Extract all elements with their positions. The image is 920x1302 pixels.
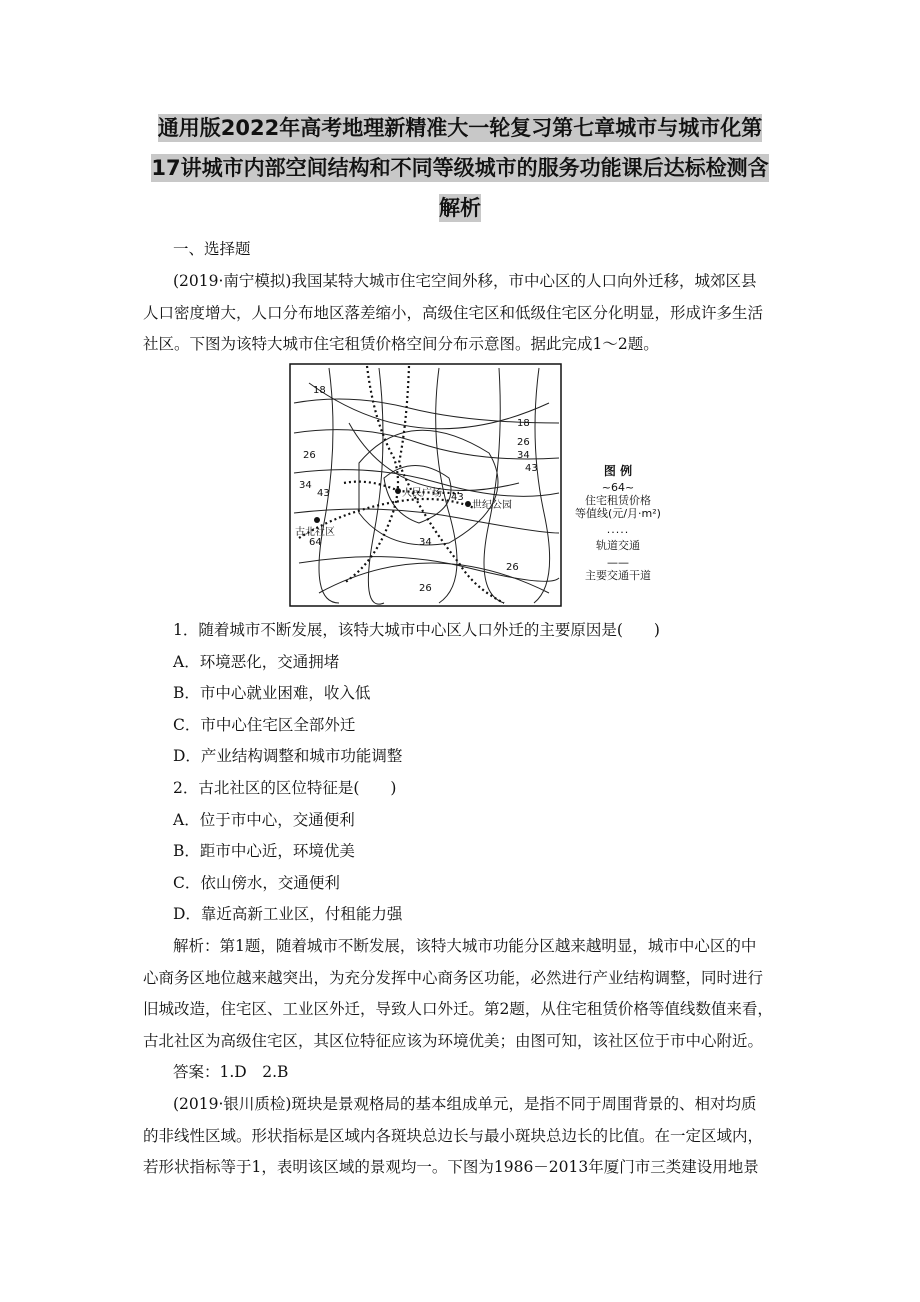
intro-paragraph-2 (143, 1089, 783, 1184)
q2-stem: 2．古北社区的区位特征是( ) (173, 779, 397, 797)
intro-paragraph-1 (143, 266, 783, 361)
q1-option-a: A．环境恶化，交通拥堵 (173, 652, 340, 671)
century-park-label: 世纪公园 (472, 500, 512, 511)
question-1 (173, 615, 660, 773)
map-frame (290, 364, 561, 606)
intro2-line-1: (2019·银川质检)斑块是景观格局的基本组成单元，是指不同于周围背景的、相对均质 (173, 1095, 757, 1113)
rental-price-map (289, 363, 564, 612)
contour-label: 43 (525, 463, 538, 474)
q2-option-d: D．靠近高新工业区，付租能力强 (173, 905, 403, 923)
analysis-line-4: 古北社区为高级住宅区，其区位特征应该为环境优美；由图可知，该社区位于市中心附近。 (143, 1031, 764, 1050)
legend-road-symbol: —— (607, 556, 629, 569)
q2-option-c: C．依山傍水，交通便利 (173, 873, 340, 892)
intro1-line-2: 人口密度增大，人口分布地区落差缩小，高级住宅区和低级住宅区分化明显，形成许多生活 (143, 303, 764, 322)
renmin-square-dot (395, 488, 401, 494)
renmin-square-label: 人民广场 (402, 488, 442, 499)
contour-label: 34 (299, 480, 312, 491)
contour-label: 26 (517, 437, 530, 448)
contour-label: 26 (303, 450, 316, 461)
contour-label: 26 (506, 562, 519, 573)
map-legend (575, 465, 661, 582)
legend-road-label: 主要交通干道 (585, 569, 651, 582)
contour-label: 34 (517, 450, 530, 461)
section-heading: 一、选择题 (173, 240, 251, 258)
analysis-line-2: 心商务区地位越来越突出，为充分发挥中心商务区功能，必然进行产业结构调整，同时进行 (143, 968, 764, 987)
intro2-line-3: 若形状指标等于1，表明该区域的景观均一。下图为1986－2013年厦门市三类建设用地景 (143, 1158, 759, 1176)
legend-contour-value: 64 (611, 481, 625, 494)
q1-option-c: C．市中心住宅区全部外迁 (173, 715, 356, 734)
title-line-3: 解析 (439, 196, 481, 220)
intro1-line-3: 社区。下图为该特大城市住宅租赁价格空间分布示意图。据此完成1～2题。 (143, 335, 659, 353)
contour-label: 18 (313, 385, 326, 396)
analysis-paragraph (143, 931, 783, 1057)
q2-option-a: A．位于市中心，交通便利 (173, 810, 355, 829)
intro2-line-2: 的非线性区域。形状指标是区域内各斑块总边长与最小斑块总边长的比值。在一定区域内， (143, 1126, 764, 1145)
contour-label: 26 (419, 583, 432, 594)
q1-stem: 1．随着城市不断发展，该特大城市中心区人口外迁的主要原因是( ) (173, 621, 660, 639)
gubei-community-label: 古北社区 (295, 527, 335, 538)
contour-label: 43 (451, 492, 464, 503)
map-svg (289, 363, 564, 608)
document-title (110, 108, 810, 228)
legend-rail-label: 轨道交通 (596, 539, 640, 552)
q1-option-d: D．产业结构调整和城市功能调整 (173, 747, 403, 765)
title-line-2: 17讲城市内部空间结构和不同等级城市的服务功能课后达标检测含 (151, 156, 769, 180)
intro1-line-1: (2019·南宁模拟)我国某特大城市住宅空间外移，市中心区的人口向外迁移，城郊区县 (173, 272, 757, 290)
contour-label: 64 (309, 537, 322, 548)
legend-contour-sample: ~64~ (601, 481, 635, 494)
legend-contour-line1: 住宅租赁价格 (585, 494, 651, 507)
legend-rail-symbol: ····· (606, 526, 630, 539)
q2-option-b: B．距市中心近，环境优美 (173, 842, 355, 860)
analysis-line-3: 旧城改造，住宅区、工业区外迁，导致人口外迁。第2题，从住宅租赁价格等值线数值来看， (143, 1000, 773, 1018)
contour-label: 18 (517, 418, 530, 429)
answer-line: 答案：1.D 2.B (173, 1063, 289, 1081)
gubei-community-dot (314, 517, 320, 523)
contour-label: 34 (419, 537, 432, 548)
contour-label: 43 (317, 488, 330, 499)
analysis-line-1: 解析：第1题，随着城市不断发展，该特大城市功能分区越来越明显，城市中心区的中 (173, 937, 757, 955)
q1-option-b: B．市中心就业困难，收入低 (173, 684, 371, 702)
century-park-dot (465, 501, 471, 507)
legend-contour-line2: 等值线(元/月·m²) (575, 507, 661, 520)
title-line-1: 通用版2022年高考地理新精准大一轮复习第七章城市与城市化第 (157, 116, 763, 140)
question-2 (173, 773, 402, 931)
legend-title: 图 例 (603, 464, 633, 478)
